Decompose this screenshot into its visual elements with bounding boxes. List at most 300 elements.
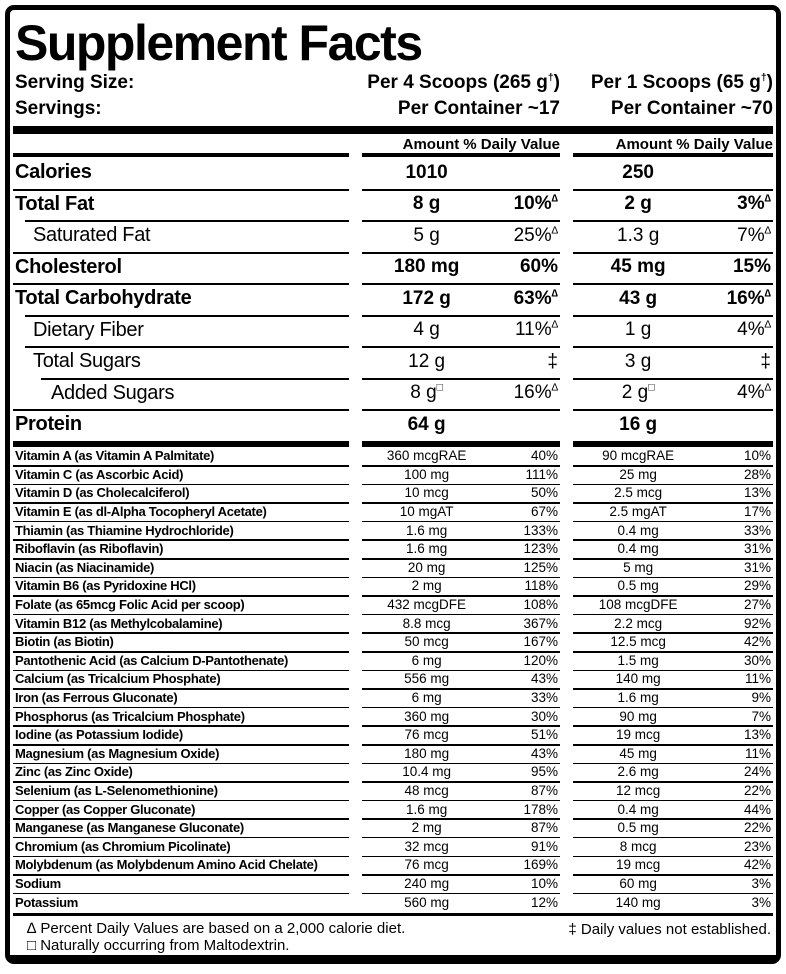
nutrient-values-group (362, 378, 560, 410)
nutrient-label-cell (13, 707, 349, 726)
nutrient-label-cell (13, 220, 349, 252)
daily-value-header: % Daily Value (463, 136, 560, 153)
nutrient-values-group (362, 781, 560, 800)
nutrient-values-group (573, 157, 773, 189)
nutrient-label: Dietary Fiber (33, 318, 144, 341)
nutrient-values-group (573, 856, 773, 875)
nutrient-row (13, 781, 773, 800)
daily-value: 11%∆ (514, 319, 558, 341)
nutrient-label-cell (13, 595, 349, 614)
daily-value: 4%∆ (737, 382, 771, 404)
nutrient-label: Potassium (15, 894, 79, 910)
servings-col2: Per Container ~70 (610, 98, 773, 119)
daily-value: 31% (743, 541, 771, 557)
nutrient-values-group (573, 818, 773, 837)
daily-value: 10%∆ (513, 193, 558, 215)
daily-value: 3%∆ (737, 193, 771, 215)
nutrient-values-group (362, 856, 560, 875)
nutrient-label: Calories (15, 161, 92, 184)
amount-value: 2 g□ (621, 382, 655, 404)
nutrient-values-group (573, 595, 773, 614)
nutrient-row (13, 346, 773, 378)
nutrient-values-group (362, 577, 560, 596)
nutrient-label: Chromium (as Chromium Picolinate) (15, 838, 231, 854)
nutrient-row (13, 763, 773, 782)
nutrient-label-cell (13, 539, 349, 558)
nutrient-values-group (362, 818, 560, 837)
daily-value: 178% (523, 801, 558, 817)
nutrient-label: Total Fat (15, 192, 95, 215)
daily-value: 30% (530, 708, 558, 724)
nutrient-values-group (573, 763, 773, 782)
nutrient-row (13, 539, 773, 558)
nutrient-label-cell (13, 725, 349, 744)
page-title: Supplement Facts (15, 15, 422, 71)
nutrient-values-group (362, 521, 560, 540)
nutrient-label: Copper (as Copper Gluconate) (15, 801, 196, 817)
nutrient-values-group (573, 725, 773, 744)
nutrient-label-cell (13, 558, 349, 577)
nutrient-label: Vitamin B12 (as Methylcobalamine) (15, 615, 223, 631)
amount-value: 1.3 g (617, 224, 660, 246)
daily-value: 33% (743, 522, 771, 538)
amount-value: 140 mg (615, 894, 661, 910)
nutrient-label: Riboflavin (as Riboflavin) (15, 541, 164, 557)
nutrient-values-group (573, 220, 773, 252)
nutrient-label: Vitamin E (as dl-Alpha Tocopheryl Acetate) (15, 504, 267, 520)
nutrient-label: Vitamin D (as Cholecalciferol) (15, 485, 190, 501)
nutrient-label: Vitamin C (as Ascorbic Acid) (15, 466, 184, 482)
amount-value: 8 g□ (410, 382, 443, 404)
daily-value: 67% (530, 504, 558, 520)
nutrient-values-group (362, 189, 560, 221)
daily-value: 16%∆ (726, 287, 771, 309)
nutrient-values-group (573, 707, 773, 726)
daily-value: 44% (743, 801, 771, 817)
daily-value-header: % Daily Value (676, 136, 773, 153)
nutrient-values-group (362, 725, 560, 744)
nutrient-values-group (573, 346, 773, 378)
daily-value: 31% (743, 559, 771, 575)
nutrient-values-group (573, 744, 773, 763)
nutrient-row (13, 614, 773, 633)
amount-value: 5 mg (623, 559, 654, 575)
nutrient-row (13, 409, 773, 441)
nutrient-row (13, 189, 773, 221)
nutrient-label-cell (13, 837, 349, 856)
nutrient-label: Manganese (as Manganese Gluconate) (15, 820, 244, 836)
footnotes (13, 916, 773, 954)
thick-divider-bar (13, 126, 773, 134)
nutrient-row (13, 378, 773, 410)
nutrient-row (13, 744, 773, 763)
nutrient-label: Selenium (as L-Selenomethionine) (15, 782, 218, 798)
amount-value: 360 mcgRAE (386, 448, 467, 464)
daily-value: 167% (523, 634, 558, 650)
nutrient-row (13, 521, 773, 540)
nutrient-label-cell (13, 781, 349, 800)
column-headers-group1 (362, 136, 560, 153)
daily-value: 125% (523, 559, 558, 575)
nutrient-label-cell (13, 157, 349, 189)
superscript-marker: ∆ (551, 225, 558, 237)
nutrient-label: Vitamin B6 (as Pyridoxine HCl) (15, 578, 196, 594)
nutrient-values-group (362, 632, 560, 651)
daily-value: 13% (743, 727, 771, 743)
nutrient-values-group (573, 688, 773, 707)
nutrient-values-group (362, 502, 560, 521)
nutrient-values-group (362, 800, 560, 819)
amount-value: 19 mcg (616, 727, 661, 743)
nutrient-values-group (573, 484, 773, 503)
nutrient-row (13, 252, 773, 284)
nutrient-row (13, 632, 773, 651)
nutrient-label-cell (13, 521, 349, 540)
daily-value: 24% (743, 764, 771, 780)
nutrient-label: Iron (as Ferrous Gluconate) (15, 690, 178, 706)
superscript-marker: ∆ (551, 193, 558, 205)
nutrient-values-group (573, 283, 773, 315)
amount-value: 140 mg (615, 671, 661, 687)
amount-value: 3 g (624, 350, 652, 372)
amount-value: 10 mcg (404, 485, 449, 501)
nutrient-label-cell (13, 763, 349, 782)
nutrient-row (13, 651, 773, 670)
servings-col1: Per Container ~17 (397, 98, 560, 119)
amount-header: Amount (615, 136, 673, 153)
nutrient-values-group (362, 707, 560, 726)
nutrient-label: Protein (15, 413, 82, 436)
nutrient-label-cell (13, 744, 349, 763)
nutrient-label: Total Carbohydrate (15, 287, 192, 310)
serving-size-col2: Per 1 Scoops (65 g†) (590, 72, 773, 93)
daily-value: 10% (743, 448, 771, 464)
amount-value: 0.4 mg (617, 541, 659, 557)
amount-value: 0.5 mg (617, 820, 659, 836)
amount-value: 45 mg (619, 745, 657, 761)
daily-value: 60% (519, 256, 558, 278)
nutrient-row (13, 558, 773, 577)
nutrient-values-group (362, 688, 560, 707)
amount-value: 100 mg (404, 466, 450, 482)
nutrient-row (13, 447, 773, 466)
daily-value: 367% (523, 615, 558, 631)
amount-value: 180 mg (393, 256, 460, 278)
nutrient-values-group (573, 800, 773, 819)
amount-value: 108 mcgDFE (598, 597, 678, 613)
nutrient-values-group (362, 837, 560, 856)
nutrient-label-cell (13, 577, 349, 596)
nutrient-label: Total Sugars (33, 350, 141, 373)
nutrient-row (13, 484, 773, 503)
nutrient-values-group (573, 378, 773, 410)
daily-value: 22% (743, 782, 771, 798)
daily-value: 43% (530, 671, 558, 687)
nutrient-values-group (362, 484, 560, 503)
nutrient-values-group (362, 465, 560, 484)
nutrient-values-group (573, 502, 773, 521)
amount-value: 19 mcg (616, 857, 661, 873)
nutrient-label-cell (13, 189, 349, 221)
footnotes-left (27, 920, 405, 954)
amount-value: 16 g (619, 413, 658, 435)
superscript-marker: ∆ (764, 288, 771, 300)
nutrient-label: Sodium (15, 875, 61, 891)
nutrient-label-cell (13, 484, 349, 503)
footnote-daily-values: ∆ Percent Daily Values are based on a 2,000 calorie diet. (27, 920, 406, 938)
amount-value: 172 g (402, 287, 451, 309)
amount-value: 1.6 mg (405, 541, 448, 557)
amount-value: 1.5 mg (617, 652, 659, 668)
nutrient-values-group (573, 874, 773, 893)
nutrient-values-group (573, 651, 773, 670)
daily-value: 118% (524, 578, 558, 594)
nutrient-label: Cholesterol (15, 255, 122, 278)
amount-value: 360 mg (404, 708, 450, 724)
nutrient-label-cell (13, 283, 349, 315)
nutrient-label: Phosphorus (as Tricalcium Phosphate) (15, 708, 245, 724)
nutrient-row (13, 800, 773, 819)
nutrient-values-group (362, 614, 560, 633)
serving-size-row (13, 70, 773, 96)
dagger-symbol: † (547, 72, 554, 84)
amount-value: 2.6 mg (617, 764, 659, 780)
nutrient-row (13, 595, 773, 614)
nutrient-label: Iodine (as Potassium Iodide) (15, 727, 183, 743)
nutrient-values-group (362, 651, 560, 670)
nutrient-label: Molybdenum (as Molybdenum Amino Acid Chelate) (15, 857, 318, 873)
nutrient-values-group (573, 189, 773, 221)
amount-value: 43 g (619, 287, 658, 309)
amount-value: 8 g (412, 193, 441, 215)
nutrient-values-group (573, 837, 773, 856)
amount-value: 1010 (405, 161, 448, 183)
daily-value: 10% (530, 875, 558, 891)
nutrient-label-cell (13, 346, 349, 378)
nutrient-values-group (362, 893, 560, 912)
amount-value: 45 mg (610, 256, 666, 278)
nutrient-values-group (362, 447, 560, 466)
daily-value: 50% (530, 485, 558, 501)
nutrient-label: Thiamin (as Thiamine Hydrochloride) (15, 522, 234, 538)
nutrient-label-cell (13, 447, 349, 466)
daily-value: 7% (751, 708, 771, 724)
daily-value: 108% (523, 597, 558, 613)
daily-value: 123% (523, 541, 558, 557)
nutrient-label: Folate (as 65mcg Folic Acid per scoop) (15, 597, 245, 613)
dagger-symbol: † (760, 72, 767, 84)
nutrient-label-cell (13, 465, 349, 484)
superscript-marker: ∆ (764, 225, 771, 237)
nutrient-label: Zinc (as Zinc Oxide) (15, 764, 133, 780)
daily-value: 42% (743, 857, 771, 873)
daily-value: 92% (743, 615, 771, 631)
superscript-marker: □ (648, 382, 655, 394)
nutrient-label-cell (13, 651, 349, 670)
nutrient-values-group (362, 539, 560, 558)
daily-value: 29% (743, 578, 771, 594)
superscript-marker: ∆ (551, 319, 558, 331)
superscript-marker: □ (436, 382, 443, 394)
nutrient-label: Vitamin A (as Vitamin A Palmitate) (15, 448, 215, 464)
amount-header: Amount (402, 136, 460, 153)
nutrient-label: Niacin (as Niacinamide) (15, 559, 155, 575)
daily-value: 16%∆ (513, 382, 558, 404)
nutrient-values-group (362, 744, 560, 763)
amount-value: 2 mg (411, 578, 442, 594)
amount-value: 10.4 mg (402, 764, 451, 780)
servings-row (13, 96, 773, 122)
amount-value: 48 mcg (404, 782, 449, 798)
nutrient-label-cell (13, 315, 349, 347)
nutrient-values-group (573, 781, 773, 800)
nutrient-label-cell (13, 378, 349, 410)
nutrient-label: Pantothenic Acid (as Calcium D-Pantothenate) (15, 652, 289, 668)
daily-value: 87% (530, 782, 558, 798)
superscript-marker: ∆ (764, 193, 771, 205)
nutrient-label-cell (13, 893, 349, 912)
amount-value: 560 mg (404, 894, 450, 910)
amount-value: 20 mg (407, 559, 446, 575)
nutrient-values-group (362, 874, 560, 893)
nutrient-values-group (573, 409, 773, 441)
amount-value: 64 g (407, 413, 446, 435)
footnote-not-established: ‡ Daily values not established. (568, 921, 771, 939)
daily-value: 120% (523, 652, 558, 668)
amount-value: 4 g (413, 319, 440, 341)
daily-value: 22% (743, 820, 771, 836)
amount-value: 0.4 mg (617, 522, 659, 538)
amount-value: 2.5 mcg (614, 485, 663, 501)
amount-value: 1.6 mg (405, 522, 448, 538)
daily-value: 111% (525, 466, 558, 482)
nutrient-values-group (573, 539, 773, 558)
daily-value: 15% (732, 256, 771, 278)
nutrient-values-group (362, 315, 560, 347)
daily-value: 12% (530, 894, 558, 910)
column-headers-group2 (573, 136, 773, 153)
superscript-marker: ∆ (551, 382, 558, 394)
nutrient-row (13, 502, 773, 521)
nutrient-values-group (573, 632, 773, 651)
nutrient-label-cell (13, 856, 349, 875)
amount-value: 2.2 mcg (614, 615, 663, 631)
nutrient-values-group (362, 252, 560, 284)
nutrient-row (13, 688, 773, 707)
daily-value: 28% (743, 466, 771, 482)
nutrient-row (13, 707, 773, 726)
daily-value: 25%∆ (513, 224, 558, 246)
nutrient-row (13, 856, 773, 875)
amount-value: 0.5 mg (617, 578, 659, 594)
nutrient-values-group (573, 614, 773, 633)
nutrient-values-group (362, 670, 560, 689)
column-headers-row (13, 134, 773, 153)
amount-value: 1.6 mg (405, 801, 448, 817)
daily-value: 133% (523, 522, 558, 538)
nutrient-values-group (362, 595, 560, 614)
daily-value: 40% (530, 448, 558, 464)
daily-value: 43% (530, 745, 558, 761)
servings-label: Servings: (15, 98, 102, 119)
amount-value: 556 mg (404, 671, 450, 687)
nutrient-row (13, 818, 773, 837)
nutrient-label-cell (13, 409, 349, 441)
nutrient-label-cell (13, 252, 349, 284)
amount-value: 250 (622, 161, 654, 183)
amount-value: 6 mg (411, 652, 442, 668)
amount-value: 12.5 mcg (610, 634, 666, 650)
amount-value: 10 mgAT (399, 504, 454, 520)
daily-value: 27% (743, 597, 771, 613)
amount-value: 90 mg (619, 708, 657, 724)
nutrient-label-cell (13, 670, 349, 689)
nutrient-values-group (573, 521, 773, 540)
nutrient-values-group (573, 558, 773, 577)
nutrient-label: Biotin (as Biotin) (15, 634, 114, 650)
amount-value: 2.5 mgAT (609, 504, 667, 520)
micronutrients-table (13, 447, 773, 912)
nutrient-label-cell (13, 818, 349, 837)
amount-value: 12 g (408, 350, 446, 372)
amount-value: 60 mg (619, 875, 657, 891)
nutrient-values-group (362, 346, 560, 378)
nutrient-row (13, 577, 773, 596)
nutrient-values-group (573, 670, 773, 689)
nutrient-row (13, 220, 773, 252)
nutrient-values-group (362, 409, 560, 441)
nutrient-label-cell (13, 502, 349, 521)
daily-value: 13% (743, 485, 771, 501)
nutrient-row (13, 315, 773, 347)
nutrient-label-cell (13, 874, 349, 893)
amount-value: 180 mg (404, 745, 450, 761)
nutrient-values-group (573, 465, 773, 484)
nutrient-values-group (362, 220, 560, 252)
daily-value: 23% (743, 838, 771, 854)
daily-value: 30% (743, 652, 771, 668)
daily-value: 11% (744, 745, 771, 761)
nutrient-values-group (573, 447, 773, 466)
daily-value: 95% (530, 764, 558, 780)
nutrient-label-cell (13, 614, 349, 633)
superscript-marker: ∆ (551, 288, 558, 300)
daily-value: ‡ (547, 350, 558, 372)
daily-value: 51% (530, 727, 558, 743)
nutrient-values-group (573, 893, 773, 912)
daily-value: 42% (743, 634, 771, 650)
serving-size-col1: Per 4 Scoops (265 g†) (367, 72, 560, 93)
amount-value: 32 mcg (404, 838, 449, 854)
daily-value: 9% (751, 690, 771, 706)
amount-value: 240 mg (404, 875, 450, 891)
amount-value: 0.4 mg (617, 801, 659, 817)
nutrient-row (13, 465, 773, 484)
nutrient-label: Magnesium (as Magnesium Oxide) (15, 745, 220, 761)
daily-value: 63%∆ (513, 287, 558, 309)
daily-value: 87% (530, 820, 558, 836)
daily-value: ‡ (760, 350, 771, 372)
nutrient-row (13, 725, 773, 744)
nutrient-values-group (362, 558, 560, 577)
nutrient-values-group (573, 252, 773, 284)
daily-value: 17% (743, 504, 771, 520)
nutrient-label-cell (13, 688, 349, 707)
nutrient-row (13, 157, 773, 189)
daily-value: 4%∆ (737, 319, 771, 341)
nutrient-label: Calcium (as Tricalcium Phosphate) (15, 671, 221, 687)
amount-value: 8 mcg (619, 838, 657, 854)
